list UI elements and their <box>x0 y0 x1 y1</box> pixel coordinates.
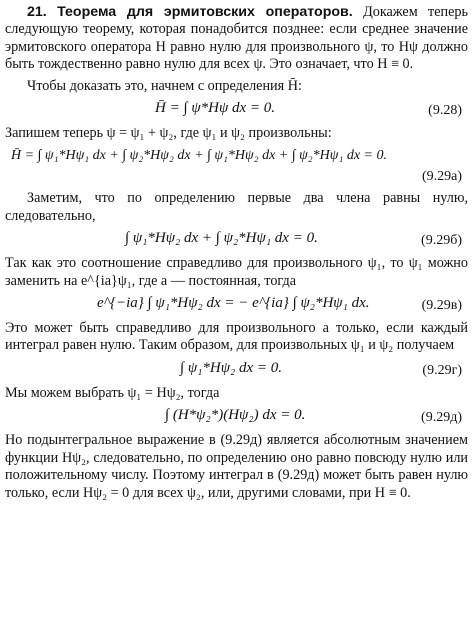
equation-expr: e^{−ia} ∫ ψ₁*Hψ₂ dx = − e^{ia} ∫ ψ₂*Hψ₁ dx. <box>97 295 370 312</box>
paragraph-2: Запишем теперь ψ = ψ₁ + ψ₂, где ψ₁ и ψ₂ произвольны: <box>5 125 332 142</box>
equation-expr: ∫ (H*ψ₂*)(Hψ₂) dx = 0. <box>165 407 306 424</box>
equation-number: (9.29д) <box>421 410 462 426</box>
equation-number: (9.29б) <box>421 233 462 249</box>
equation-9-29a <box>5 144 468 188</box>
paragraph-4: Так как это соотношение справедливо для произвольного ψ₁, то ψ₁ можно заменить на e^{ia}ψ₁, где a — постоянная, тогда <box>5 255 468 289</box>
equation-number: (9.29в) <box>421 298 462 314</box>
equation-9-29v <box>5 292 468 318</box>
paragraph-3: Заметим, что по определению первые два члена равны нулю, следовательно, <box>5 190 468 224</box>
paragraph-6: Мы можем выбрать ψ₁ = Hψ₂, тогда <box>5 384 220 401</box>
paragraph-1: Чтобы доказать это, начнем с определения H̄: <box>27 77 302 94</box>
paragraph-5: Это может быть справедливо для произвольного a только, если каждый интеграл равен нулю. Таким образом, для произвольных ψ₁ и ψ₂ получаем <box>5 320 468 354</box>
equation-expr: H̄ = ∫ ψ*Hψ dx = 0. <box>155 100 276 117</box>
equation-9-28 <box>5 97 468 123</box>
equation-expr: ∫ ψ₁*Hψ₂ dx + ∫ ψ₂*Hψ₁ dx = 0. <box>125 230 318 247</box>
equation-9-29d <box>5 404 468 430</box>
equation-9-29g <box>5 357 468 383</box>
equation-number: (9.29г) <box>422 362 462 378</box>
section-title: Теорема для эрмитовских операторов. <box>57 4 353 20</box>
equation-number: (9.28) <box>428 103 462 119</box>
intro-paragraph <box>5 4 468 74</box>
paragraph-7: Но подынтегральное выражение в (9.29д) является абсолютным значением функции Hψ₂, следовательно, по определению оно равно повсюду нулю или положительному числу. Поэтому интеграл в (9.29д) может быть равен нулю только, если Hψ₂ = 0 для всех ψ₂, или, другими словами, при H ≡ 0. <box>5 432 468 501</box>
equation-expr: H̄ = ∫ ψ₁*Hψ₁ dx + ∫ ψ₂*Hψ₂ dx + ∫ ψ₁*Hψ₂ dx + ∫ ψ₂*Hψ₁ dx = 0. <box>11 148 387 164</box>
section-number: 21. <box>27 4 47 20</box>
equation-9-29b <box>5 227 468 253</box>
equation-expr: ∫ ψ₁*Hψ₂ dx = 0. <box>180 359 283 376</box>
equation-number: (9.29а) <box>421 169 462 185</box>
intro-text: Докажем теперь следующую теорему, которая понадобится позднее: если среднее значение эрмитовского оператора H равно нулю для произвольного ψ, то Hψ должно быть тождественно равно нулю для всех ψ. Это означает, что H ≡ 0. <box>5 4 468 73</box>
